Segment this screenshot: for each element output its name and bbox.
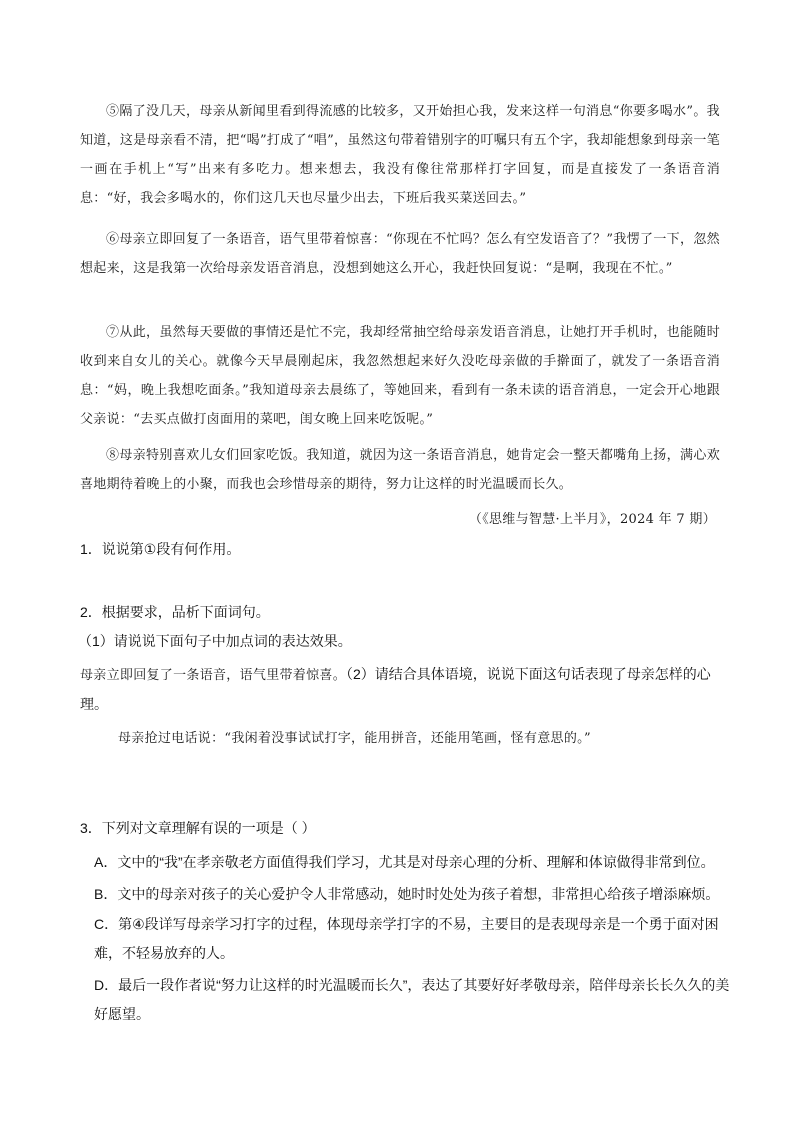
option-c: C．第④段详写母亲学习打字的过程，体现母亲学打字的不易，主要目的是表现母亲是一个勇于面对困难，不轻易放弃的人。 [94, 916, 719, 961]
question-2-block [80, 660, 730, 719]
paragraph-8: ⑧母亲特别喜欢儿女们回家吃饭。我知道，就因为这一条语音消息，她肯定会一整天都嘴角上扬，满心欢喜地期待着晚上的小聚，而我也会珍惜母亲的期待，努力让这样的时光温暖而长久。 [80, 448, 720, 492]
paragraph-6: ⑥母亲立即回复了一条语音，语气里带着惊喜：“你现在不忙吗？怎么有空发语音了？”我愣了一下，忽然想起来，这是我第一次给母亲发语音消息，没想到她这么开心，我赶快回复说：“是啊，我现在不忙。” [80, 232, 720, 276]
option-d: D．最后一段作者说“努力让这样的时光温暖而长久”，表达了其要好好孝敬母亲，陪伴母亲长长久久的美好愿望。 [94, 977, 730, 1022]
option-a: A．文中的“我”在孝亲敬老方面值得我们学习，尤其是对母亲心理的分析、理解和体谅做得非常到位。 [94, 854, 715, 870]
question-1: 1．说说第①段有何作用。 [80, 541, 241, 557]
question-2-quote: 母亲抢过电话说：“我闲着没事试试打字，能用拼音，还能用笔画，怪有意思的。” [118, 731, 591, 746]
question-3: 3．下列对文章理解有误的一项是（ ） [80, 820, 316, 836]
paragraph-7: ⑦从此，虽然每天要做的事情还是忙不完，我却经常抽空给母亲发语音消息，让她打开手机时，也能随时收到来自女儿的关心。就像今天早晨刚起床，我忽然想起来好久没吃母亲做的手擀面了，就发了一条语音消息：“妈，晚上我想吃面条。”我知道母亲去晨练了，等她回来，看到有一条未读的语音消息，一定会开心地跟父亲说：“去买点做打卤面用的菜吧，闺女晚上回来吃饭呢。” [80, 325, 720, 427]
paragraph-5: ⑤隔了没几天，母亲从新闻里看到得流感的比较多，又开始担心我，发来这样一句消息“你要多喝水”。我知道，这是母亲看不清，把“喝”打成了“唱”，虽然这句带着错别字的叮嘱只有五个字，我却能想象到母亲一笔一画在手机上“写”出来有多吃力。想来想去，我没有像往常那样打字回复，而是直接发了一条语音消息：“好，我会多喝水的，你们这几天也尽量少出去，下班后我买菜送回去。” [80, 104, 720, 206]
option-b: B．文中的母亲对孩子的关心爱护令人非常感动，她时时处处为孩子着想，非常担心给孩子增添麻烦。 [94, 886, 720, 902]
question-2-part-2: （2）请结合具体语境，说说下面这句话表现了母亲怎样的心理。 [80, 666, 711, 712]
question-2-part-1: （1）请说说下面句子中加点词的表达效果。 [78, 633, 352, 649]
question-2: 2．根据要求，品析下面词句。 [80, 604, 270, 620]
question-2-sentence: 母亲立即回复了一条语音，语气里带着惊喜。 [80, 668, 347, 683]
source-citation: （《思维与智慧·上半月》，2024 年 7 期） [468, 512, 716, 527]
